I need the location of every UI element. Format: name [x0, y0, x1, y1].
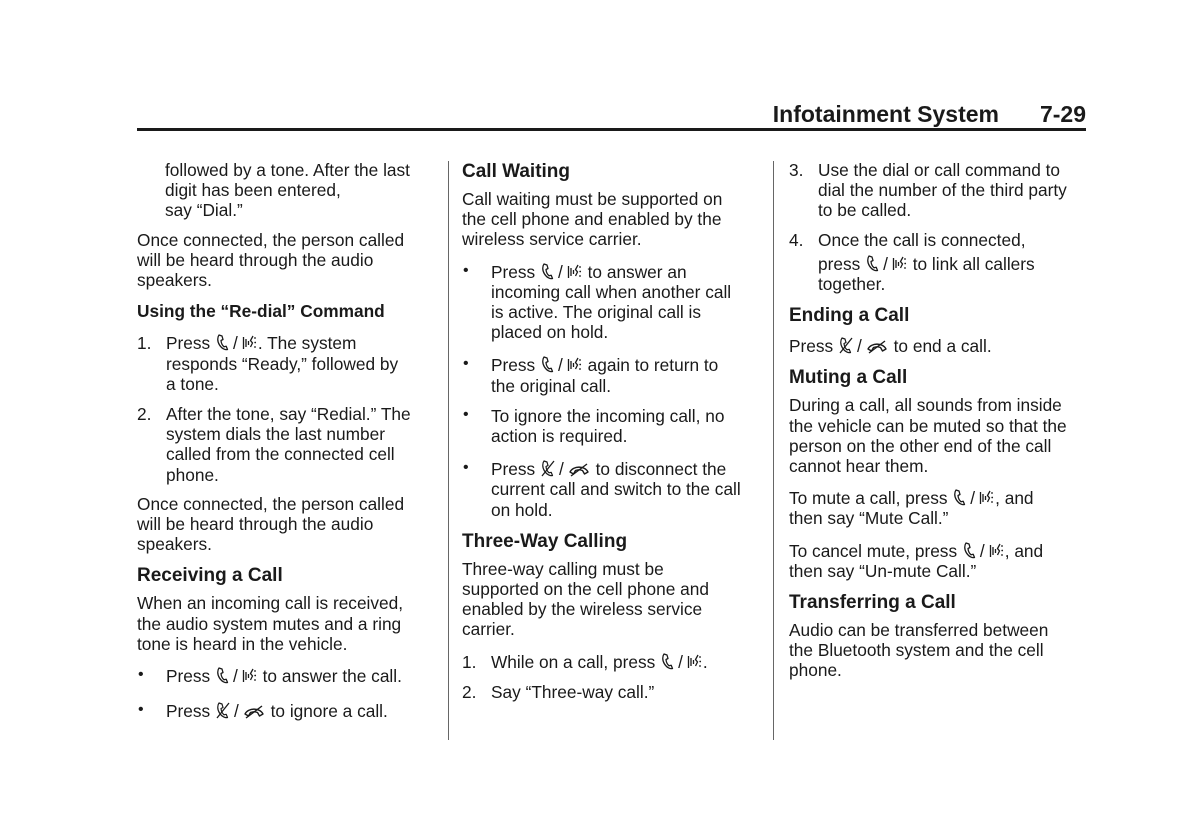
phone-mute-icon — [541, 460, 555, 477]
bullet-item: • To ignore the incoming call, no action is required. — [463, 405, 725, 447]
phone-handset-icon — [953, 489, 966, 506]
column-3 — [789, 160, 1089, 681]
section-title: Infotainment System — [772, 101, 999, 127]
bullet-item: • Press / to disconnect the current call and switch to the call on hold. — [463, 459, 741, 520]
numbered-step: 2. Say “Three-way call.” — [462, 681, 655, 702]
dial-continuation: followed by a tone. After the last digit has been entered, say “Dial.” — [165, 160, 410, 221]
phone-handset-icon — [963, 542, 976, 559]
paragraph: When an incoming call is received, the audio system mutes and a ring tone is heard in the vehicle. — [137, 593, 404, 654]
bullet-item: • Press / to answer an incoming call when another call is active. The original call is placed on hold. — [463, 261, 732, 343]
numbered-step: 4. Once the call is connected, press / to link all callers together. — [789, 229, 1035, 295]
hang-up-icon — [568, 463, 590, 477]
paragraph: Audio can be transferred between the Bluetooth system and the cell phone. — [789, 620, 1049, 681]
redial-heading: Using the “Re-dial” Command — [137, 301, 385, 322]
column-divider — [773, 161, 774, 740]
three-way-heading: Three-Way Calling — [462, 530, 628, 552]
paragraph: During a call, all sounds from inside the vehicle can be muted so that the person on the other end of the call cannot hear them. — [789, 395, 1067, 477]
phone-mute-icon — [839, 337, 853, 354]
numbered-step: 3. Use the dial or call command to dial the number of the third party to be called. — [789, 160, 1067, 221]
receiving-heading: Receiving a Call — [137, 565, 283, 587]
page-number: 7-29 — [1039, 101, 1086, 127]
paragraph: Call waiting must be supported on the cell phone and enabled by the wireless service carrier. — [462, 189, 723, 250]
bullet-item: • Press / to ignore a call. — [138, 701, 388, 722]
voice-speak-icon — [979, 489, 994, 506]
paragraph: Press / to end a call. — [789, 336, 992, 357]
phone-handset-icon — [541, 356, 554, 373]
voice-speak-icon — [567, 356, 582, 373]
column-divider — [448, 161, 449, 740]
phone-handset-icon — [541, 263, 554, 280]
voice-speak-icon — [892, 255, 907, 272]
phone-handset-icon — [216, 667, 229, 684]
paragraph: Once connected, the person called will be heard through the audio speakers. — [137, 229, 405, 291]
transferring-heading: Transferring a Call — [789, 592, 956, 614]
hang-up-icon — [243, 705, 265, 719]
voice-speak-icon — [687, 653, 702, 670]
column-1 — [137, 160, 432, 721]
bullet-item: • Press / again to return to the original call. — [463, 355, 719, 396]
phone-handset-icon — [216, 334, 229, 351]
column-2 — [462, 160, 762, 702]
numbered-step: 1. While on a call, press / . — [462, 651, 708, 672]
paragraph: Once connected, the person called will be heard through the audio speakers. — [137, 493, 405, 555]
header-rule — [137, 128, 1086, 131]
numbered-step: 2. After the tone, say “Redial.” The system dials the last number called from the connected cell phone. — [137, 404, 411, 485]
hang-up-icon — [866, 340, 888, 354]
phone-handset-icon — [866, 255, 879, 272]
paragraph: Three-way calling must be supported on the cell phone and enabled by the wireless service carrier. — [462, 558, 709, 640]
muting-heading: Muting a Call — [789, 367, 908, 389]
ending-heading: Ending a Call — [789, 305, 910, 327]
call-waiting-heading: Call Waiting — [462, 161, 571, 182]
voice-speak-icon — [567, 263, 582, 280]
phone-handset-icon — [661, 653, 674, 670]
paragraph: To cancel mute, press / , and then say “Un-mute Call.” — [789, 540, 1044, 581]
bullet-item: • Press / to answer the call. — [138, 666, 402, 687]
voice-speak-icon — [242, 667, 257, 684]
phone-mute-icon — [216, 702, 230, 719]
voice-speak-icon — [242, 334, 257, 351]
paragraph: To mute a call, press / , and then say “Mute Call.” — [789, 488, 1034, 529]
numbered-step: 1. Press / . The system responds “Ready,” followed by a tone. — [137, 333, 399, 394]
voice-speak-icon — [989, 542, 1004, 559]
